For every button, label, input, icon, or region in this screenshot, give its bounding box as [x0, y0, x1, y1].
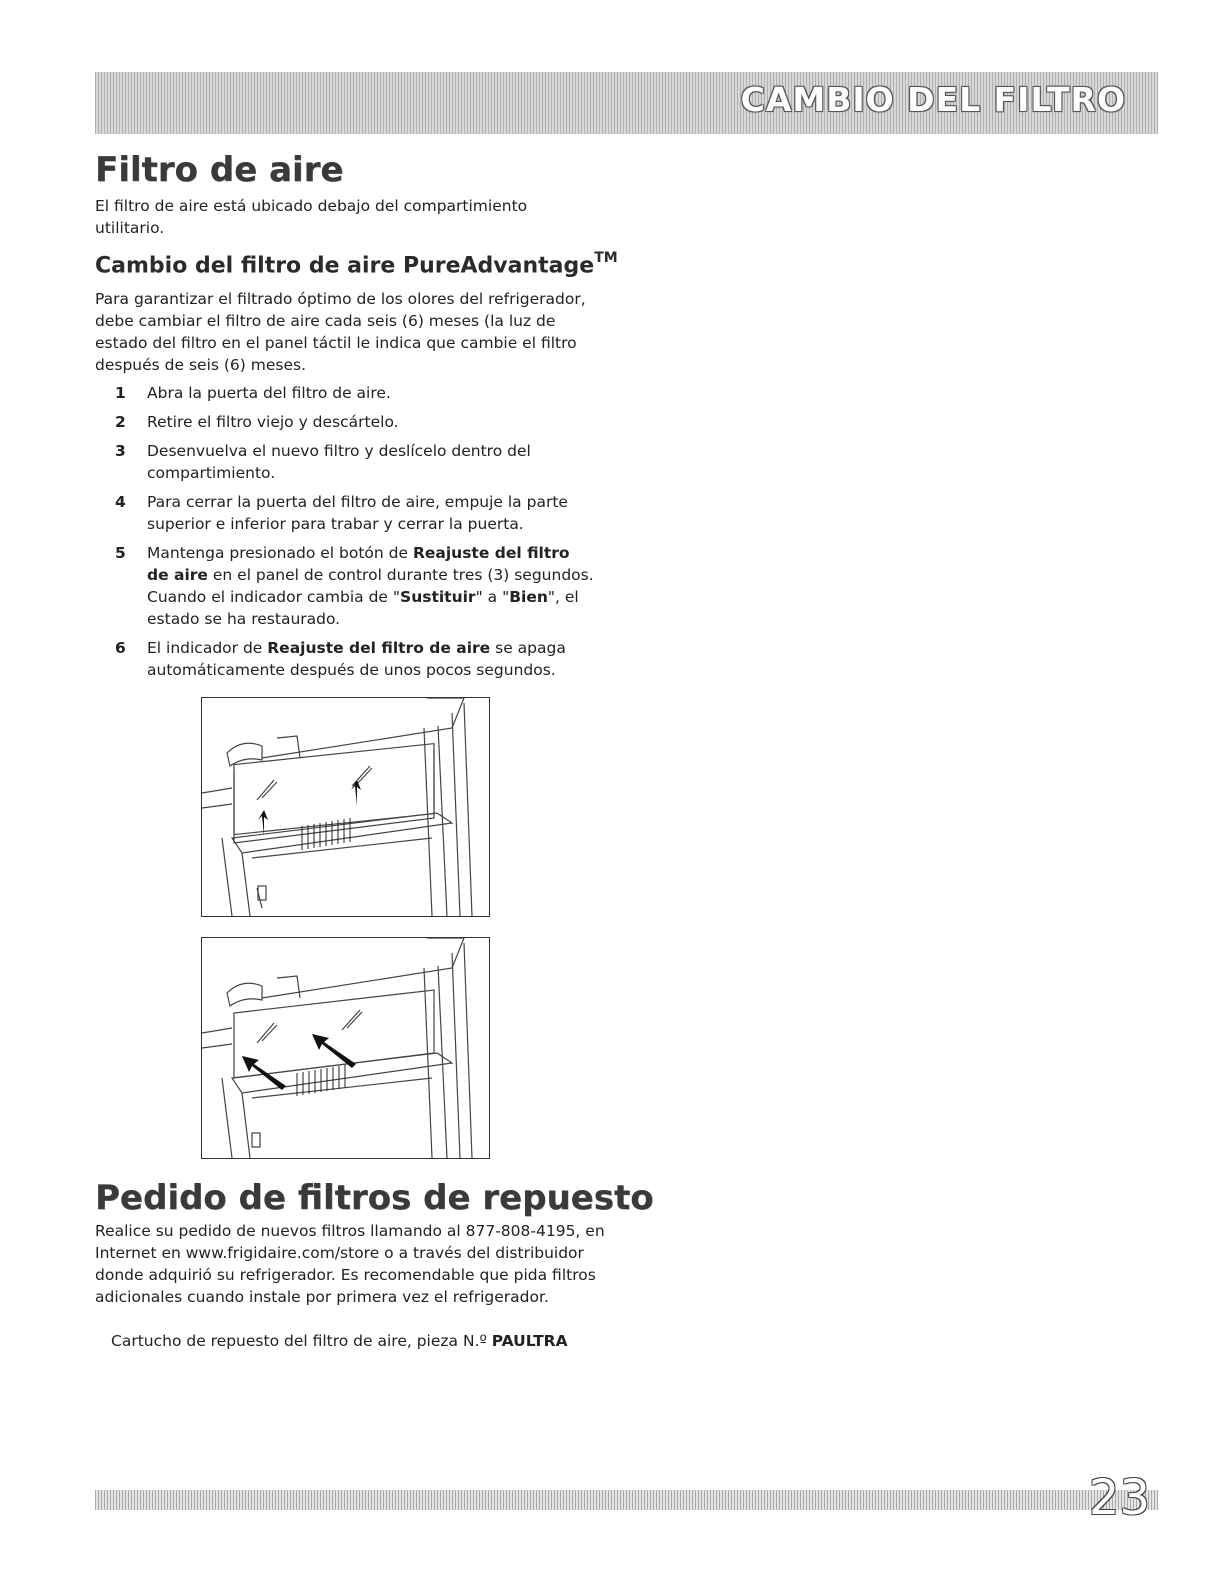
change-filter-heading-text: Cambio del filtro de aire PureAdvantage — [95, 253, 595, 279]
steps-list — [95, 382, 595, 688]
step-text: El indicador de — [147, 639, 268, 657]
bold-term: Bien — [509, 588, 548, 606]
step-number: 2 — [115, 413, 126, 431]
step-number: 4 — [115, 493, 126, 511]
air-filter-heading: Filtro de aire — [95, 150, 344, 190]
filter-door-illustration-2 — [201, 937, 490, 1159]
bold-term: Reajuste del filtro de aire — [147, 544, 570, 584]
page-number: 23 — [1088, 1470, 1150, 1526]
filter-door-drawing-2 — [202, 938, 489, 1158]
replacement-text: Realice su pedido de nuevos filtros llamando al 877-808-4195, en Internet en www.frigidaire.com/store o a través del distribuidor donde adquirió su refrigerador. Es recomendable que pida filtros adicionales cuando instale por primera vez el refrigerador. — [95, 1222, 605, 1306]
step-text: ", el estado se ha restaurado. — [147, 588, 579, 628]
step-text: Desenvuelva el nuevo filtro y deslícelo dentro del compartimiento. — [147, 442, 531, 482]
trademark: TM — [594, 250, 618, 266]
step-text: en el panel de control durante tres (3) segundos. Cuando el indicador cambia de " — [147, 566, 594, 606]
replacement-heading: Pedido de filtros de repuesto — [95, 1178, 654, 1218]
bold-term: Reajuste del filtro de aire — [267, 639, 491, 657]
step-item — [95, 411, 595, 433]
part-number-line — [111, 1332, 568, 1350]
filter-door-drawing-1 — [202, 698, 489, 916]
step-text: se apaga automáticamente después de unos pocos segundos. — [147, 639, 566, 679]
step-text: Mantenga presionado el botón de — [147, 544, 413, 562]
step-text: Abra la puerta del filtro de aire. — [147, 384, 391, 402]
change-filter-intro: Para garantizar el filtrado óptimo de los olores del refrigerador, debe cambiar el filtro de aire cada seis (6) meses (la luz de estado del filtro en el panel táctil le indica que cambie el filtro después de seis (6) meses. — [95, 290, 586, 374]
bold-term: Sustituir — [400, 588, 476, 606]
step-text: Retire el filtro viejo y descártelo. — [147, 413, 399, 431]
step-item — [95, 440, 595, 484]
step-number: 3 — [115, 442, 126, 460]
step-text: " a " — [475, 588, 510, 606]
step-item — [95, 382, 595, 404]
air-filter-intro: El filtro de aire está ubicado debajo del compartimiento utilitario. — [95, 197, 528, 237]
part-number: PAULTRA — [491, 1332, 568, 1350]
footer-band — [95, 1490, 1158, 1510]
part-label: Cartucho de repuesto del filtro de aire, pieza N.º — [111, 1332, 492, 1350]
step-number: 1 — [115, 384, 126, 402]
section-title: CAMBIO DEL FILTRO — [740, 80, 1126, 119]
header-band — [95, 72, 1158, 134]
step-number: 5 — [115, 544, 126, 562]
change-filter-heading — [95, 252, 618, 278]
filter-door-illustration-1 — [201, 697, 490, 917]
step-item — [95, 491, 595, 535]
step-number: 6 — [115, 639, 126, 657]
step-item — [95, 637, 595, 681]
step-text: Para cerrar la puerta del filtro de aire, empuje la parte superior e inferior para trabar y cerrar la puerta. — [147, 493, 568, 533]
step-item — [95, 542, 595, 630]
